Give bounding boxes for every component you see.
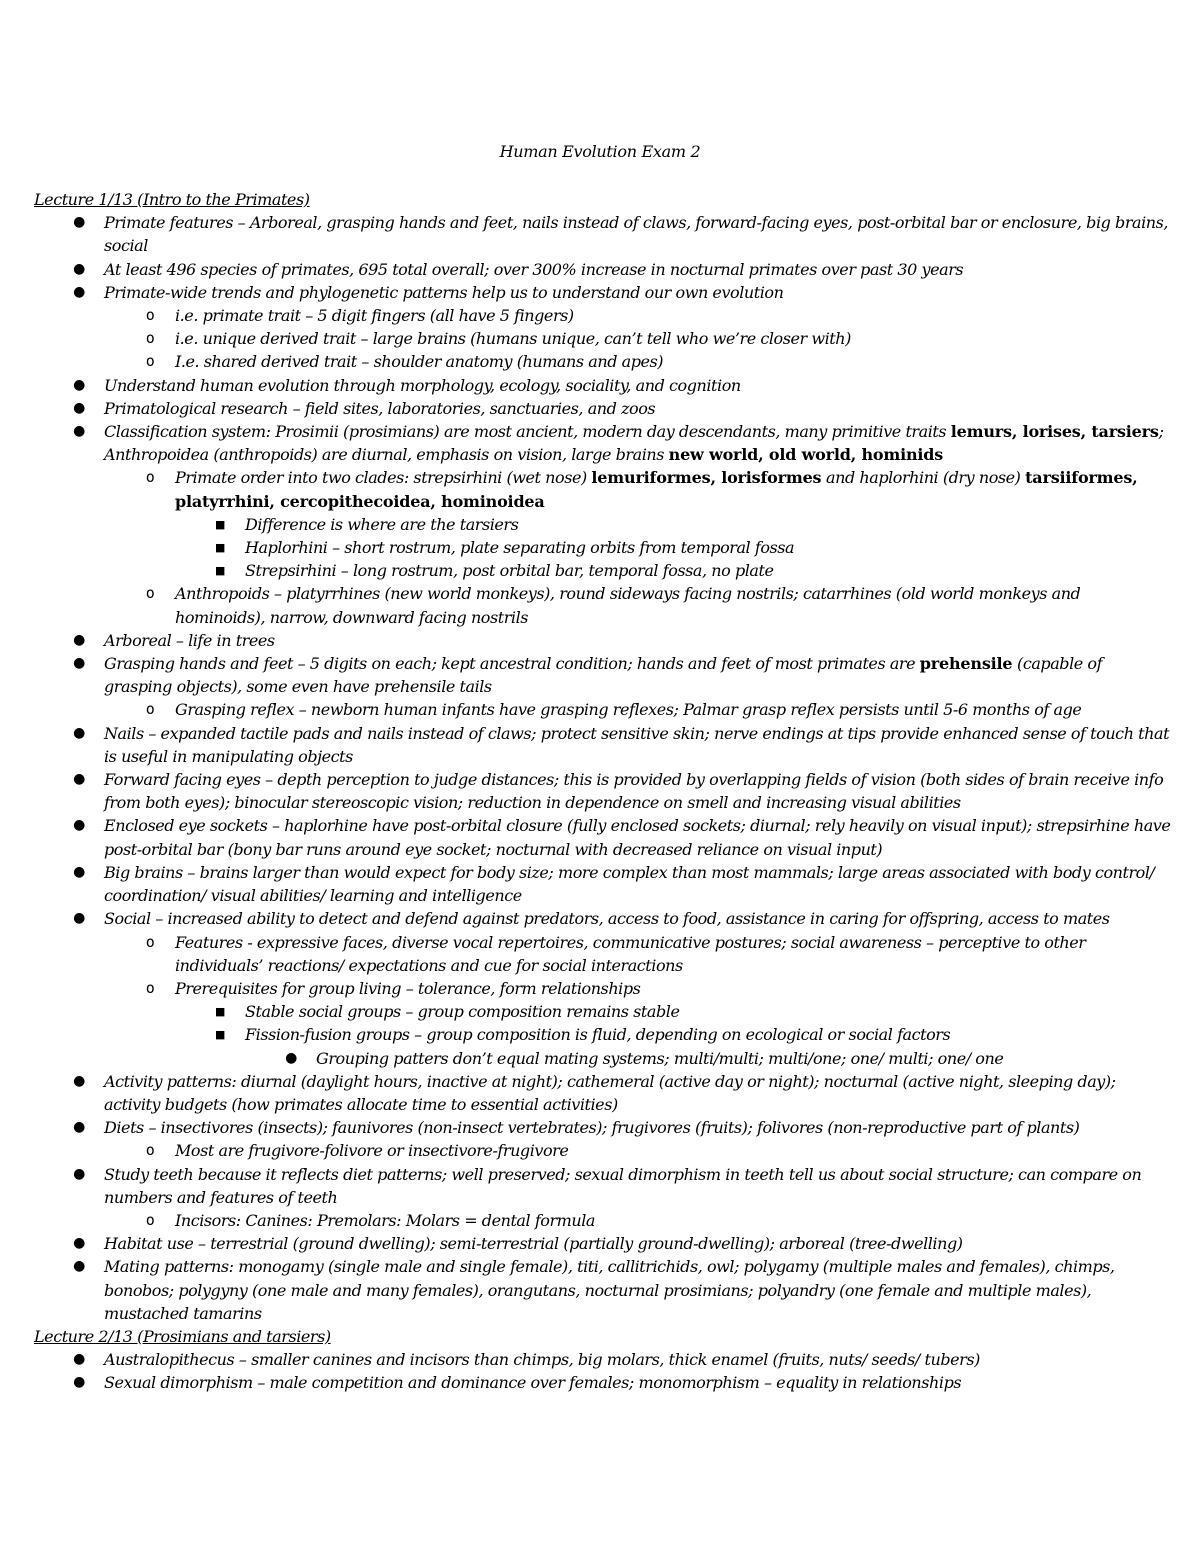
item-text: Study teeth because it reflects diet patterns; well preserved; sexual dimorphism in teeth tell us about social structure; can compare on numbers and features of teeth <box>104 1164 1142 1207</box>
item-text: Strepsirhini – long rostrum, post orbital bar, temporal fossa, no plate <box>245 561 774 581</box>
list-item <box>34 629 1174 652</box>
item-text: Most are frugivore-folivore or insectivore-frugivore <box>175 1141 569 1161</box>
item-text: Diets – insectivores (insects); faunivores (non-insect vertebrates); frugivores (fruits); folivores (non-reproductive part of plants) <box>104 1118 1080 1138</box>
list-item <box>34 582 1174 628</box>
item-text: Classification system: Prosimii (prosimians) are most ancient, modern day descendants, many primitive traits <box>104 422 951 442</box>
list-item <box>34 1163 1174 1209</box>
list-item <box>34 1000 1174 1023</box>
list-item <box>34 1023 1174 1046</box>
bullet-icon: ● <box>73 1119 85 1136</box>
item-text: Primate order into two clades: strepsirhini (wet nose) <box>175 468 592 488</box>
item-text: Primatological research – field sites, laboratories, sanctuaries, and zoos <box>104 398 656 418</box>
list-item <box>34 1116 1174 1139</box>
item-text: Mating patterns: monogamy (single male and single female), titi, callitrichids, owl; polygamy (multiple males and females), chimps, bonobos; polygyny (one male and many females), orangutans, nocturnal prosimians; polyandry (one female and multiple males), mustached tamarins <box>104 1257 1115 1323</box>
bullet-icon: ● <box>73 1072 85 1089</box>
list-item <box>34 1070 1174 1116</box>
bullet-icon: ● <box>73 1351 85 1368</box>
list-item <box>34 907 1174 930</box>
bullet-icon: ● <box>73 1374 85 1391</box>
bullet-icon: ● <box>73 771 85 788</box>
bullet-icon: o <box>145 1210 155 1229</box>
list-item <box>34 350 1174 373</box>
item-text: i.e. unique derived trait – large brains (humans unique, can’t tell who we’re closer with) <box>175 329 851 349</box>
bold-term: prehensile <box>919 654 1013 674</box>
list-item <box>34 652 1174 698</box>
item-text: and haplorhini (dry nose) <box>821 468 1026 488</box>
list-item <box>34 977 1174 1000</box>
bullet-icon: o <box>145 329 155 348</box>
list-item <box>34 1209 1174 1232</box>
item-text: (capable of grasping objects), some even have prehensile tails <box>104 654 1103 697</box>
list-item <box>34 861 1174 907</box>
list-item <box>34 931 1174 977</box>
bullet-icon: ● <box>73 423 85 440</box>
item-text: ; Anthropoidea (anthropoids) are diurnal, emphasis on vision, large brains <box>104 422 1164 465</box>
bullet-icon: ● <box>73 1235 85 1252</box>
bold-term: new world, old world, hominids <box>668 445 944 465</box>
bullet-icon: o <box>145 468 155 487</box>
list-item <box>34 374 1174 397</box>
bullet-icon: ● <box>73 260 85 277</box>
item-text: Understand human evolution through morphology, ecology, sociality, and cognition <box>104 375 741 395</box>
list-item <box>34 1255 1174 1325</box>
list-item <box>34 258 1174 281</box>
bold-term: lemurs, lorises, tarsiers <box>950 422 1159 442</box>
item-text: Sexual dimorphism – male competition and dominance over females; monomorphism – equality in relationships <box>104 1373 962 1393</box>
item-text: Big brains – brains larger than would expect for body size; more complex than most mammals; large areas associated with body control/ coordination/ visual abilities/ learning and intelligence <box>104 862 1155 906</box>
bullet-icon: o <box>145 584 155 603</box>
item-text: i.e. primate trait – 5 digit fingers (all have 5 fingers) <box>175 306 574 326</box>
item-text: I.e. shared derived trait – shoulder anatomy (humans and apes) <box>175 352 664 372</box>
bullet-icon: ● <box>73 910 85 927</box>
bullet-icon: o <box>145 700 155 719</box>
bullet-icon: ● <box>73 631 85 648</box>
item-text: At least 496 species of primates, 695 total overall; over 300% increase in nocturnal primates over past 30 years <box>104 259 964 279</box>
item-text: Difference is where are the tarsiers <box>245 514 519 534</box>
bullet-icon: ■ <box>215 1005 225 1019</box>
item-text: Grasping hands and feet – 5 digits on each; kept ancestral condition; hands and feet of most primates are <box>104 654 920 674</box>
bullet-icon: ● <box>73 376 85 393</box>
lecture-heading: Lecture 1/13 (Intro to the Primates) <box>34 190 310 209</box>
bullet-icon: ■ <box>215 541 225 555</box>
list-item <box>34 327 1174 350</box>
list-item <box>34 768 1174 814</box>
item-text: Primate features – Arboreal, grasping hands and feet, nails instead of claws, forward-facing eyes, post-orbital bar or enclosure, big brains, social <box>104 213 1169 256</box>
list-item <box>34 397 1174 420</box>
bullet-icon: o <box>145 978 155 997</box>
bullet-icon: ● <box>73 817 85 834</box>
list-item <box>34 466 1174 512</box>
bullet-icon: ■ <box>215 564 225 578</box>
item-text: Habitat use – terrestrial (ground dwelling); semi-terrestrial (partially ground-dwelling); arboreal (tree-dwelling) <box>104 1234 963 1254</box>
list-item <box>34 513 1174 536</box>
list-item <box>34 1047 1174 1070</box>
bullet-icon: ● <box>73 399 85 416</box>
item-text: Arboreal – life in trees <box>104 630 275 650</box>
list-item <box>34 281 1174 304</box>
list-item <box>34 698 1174 721</box>
item-text: Forward facing eyes – depth perception to judge distances; this is provided by overlapping fields of vision (both sides of brain receive info from both eyes); binocular stereoscopic vision; reduction in dependence on smell and increasing visual abilities <box>104 770 1164 813</box>
item-text: Grouping patters don’t equal mating systems; multi/multi; multi/one; one/ multi; one/ one <box>316 1048 1004 1068</box>
item-text: Australopithecus – smaller canines and incisors than chimps, big molars, thick enamel (fruits, nuts/ seeds/ tubers) <box>104 1350 980 1370</box>
bold-term: tarsiiformes, platyrrhini, cercopithecoidea, hominoidea <box>175 468 1138 511</box>
item-text: Stable social groups – group composition remains stable <box>245 1002 680 1022</box>
list-item <box>34 722 1174 768</box>
item-text: Primate-wide trends and phylogenetic patterns help us to understand our own evolution <box>104 282 784 302</box>
list-item <box>34 1232 1174 1255</box>
bullet-icon: ● <box>73 1258 85 1275</box>
bullet-icon: o <box>145 932 155 951</box>
item-text: Social – increased ability to detect and defend against predators, access to food, assistance in caring for offspring, access to mates <box>104 909 1110 929</box>
list-item <box>34 814 1174 860</box>
item-text: Incisors: Canines: Premolars: Molars = dental formula <box>175 1210 596 1230</box>
item-text: Activity patterns: diurnal (daylight hours, inactive at night); cathemeral (active day or night); nocturnal (active night, sleeping day); activity budgets (how primates allocate time to essential activities) <box>104 1071 1116 1114</box>
item-text: Nails – expanded tactile pads and nails instead of claws; protect sensitive skin; nerve endings at tips provide enhanced sense of touch that is useful in manipulating objects <box>104 723 1170 766</box>
list-item <box>34 420 1174 466</box>
bullet-icon: ● <box>73 1165 85 1182</box>
bullet-icon: ■ <box>215 517 225 531</box>
item-text: Fission-fusion groups – group composition is fluid, depending on ecological or social factors <box>245 1025 951 1045</box>
bullet-icon: o <box>145 306 155 325</box>
lecture-heading: Lecture 2/13 (Prosimians and tarsiers) <box>34 1326 331 1346</box>
list-item <box>34 211 1174 257</box>
bullet-icon: ● <box>73 863 85 880</box>
bullet-icon: ● <box>73 724 85 741</box>
item-text: Features - expressive faces, diverse vocal repertoires, communicative postures; social awareness – perceptive to other individuals’ reactions/ expectations and cue for social interactions <box>175 932 1086 975</box>
list-item <box>34 559 1174 582</box>
bullet-icon: o <box>145 352 155 371</box>
list-item <box>34 536 1174 559</box>
item-text: Prerequisites for group living – tolerance, form relationships <box>175 978 641 998</box>
list-item <box>34 1348 1174 1371</box>
bullet-icon: ● <box>73 655 85 672</box>
bold-term: lemuriformes, lorisformes <box>591 468 822 488</box>
item-text: Anthropoids – platyrrhines (new world monkeys), round sideways facing nostrils; catarrhines (old world monkeys and hominoids), narrow, downward facing nostrils <box>175 584 1081 627</box>
item-text: Haplorhini – short rostrum, plate separating orbits from temporal fossa <box>245 538 795 558</box>
list-item <box>34 1371 1174 1394</box>
list-item <box>34 304 1174 327</box>
bullet-icon: ■ <box>215 1028 225 1042</box>
item-text: Grasping reflex – newborn human infants have grasping reflexes; Palmar grasp reflex persists until 5-6 months of age <box>175 700 1082 720</box>
bullet-icon: ● <box>73 214 85 231</box>
bullet-icon: ● <box>285 1049 297 1066</box>
notes-body <box>34 188 1174 1395</box>
list-item <box>34 1139 1174 1162</box>
item-text: Enclosed eye sockets – haplorhine have post-orbital closure (fully enclosed sockets; diurnal; rely heavily on visual input); strepsirhine have post-orbital bar (bony bar runs around eye socket; nocturnal with decreased reliance on visual input) <box>104 816 1171 859</box>
bullet-icon: o <box>145 1141 155 1160</box>
document-title: Human Evolution Exam 2 <box>499 142 701 161</box>
bullet-icon: ● <box>73 283 85 300</box>
